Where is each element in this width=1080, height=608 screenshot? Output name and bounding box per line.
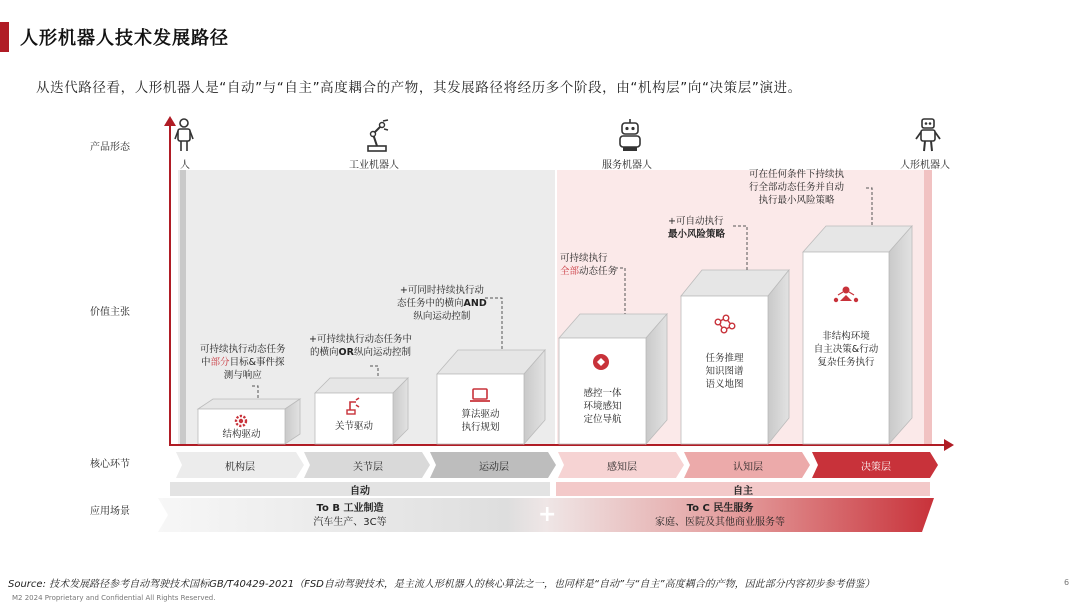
box-label-1: 结构驱动	[222, 429, 261, 440]
scene-c-desc: 家庭、医院及其他商业服务等	[655, 517, 785, 528]
annotation-5-bold: 最小风险策略	[668, 229, 726, 240]
row-label-product: 产品形态	[90, 142, 130, 153]
annotation-5-line2	[668, 228, 725, 241]
stage-box-2	[315, 378, 408, 444]
page-subtitle: 从迭代路径看，人形机器人是“自动”与“自主”高度耦合的产物，其发展路径将经历多个阶段，由“机构层”向“决策层”演进。	[36, 80, 802, 96]
annotation-2	[309, 333, 412, 359]
box-label-2: 关节驱动	[334, 421, 373, 432]
box-label-4: 感控一体 环境感知 定位导航	[583, 388, 622, 425]
annotation-2-line1: +可持续执行动态任务中	[309, 334, 412, 345]
product-label-service: 服务机器人	[602, 160, 652, 171]
annotation-1	[200, 343, 286, 382]
annotation-2-line2	[309, 346, 412, 359]
page-number: 6	[1064, 578, 1070, 587]
annotation-3-line3: 纵向运动控制	[413, 311, 471, 322]
mode-bar-autonomous-label: 自主	[733, 485, 753, 497]
annotation-4-highlight: 全部	[560, 266, 580, 277]
annotation-5-line1: +可自动执行	[668, 216, 724, 227]
row-label-scene: 应用场景	[90, 506, 130, 517]
footer-copyright: M2 2024 Proprietary and Confidential All Rights Reserved.	[12, 594, 216, 602]
annotation-4-line1: 可持续执行	[560, 253, 608, 264]
plus-icon: +	[538, 502, 557, 527]
core-stage-4: 感知层	[607, 461, 637, 473]
scene-b-title: To B 工业制造	[316, 503, 384, 514]
core-stage-1: 机构层	[225, 461, 255, 473]
box-label-6: 非结构环境 自主决策&行动 复杂任务执行	[813, 331, 879, 368]
annotation-2-post: 纵向运动控制	[353, 347, 411, 358]
annotation-3-line2	[397, 297, 487, 310]
annotation-6-line3: 执行最小风险策略	[758, 195, 835, 206]
product-label-human: 人	[180, 160, 190, 171]
annotation-6-line1: 可在任何条件下持续执	[749, 169, 845, 180]
core-stage-2: 关节层	[353, 461, 383, 473]
scene-c	[630, 502, 810, 530]
scene-c-title: To C 民生服务	[686, 503, 754, 514]
scene-b	[270, 502, 430, 530]
annotation-1-highlight: 部分	[210, 357, 230, 368]
annotation-6-line2: 行全部动态任务并自动	[749, 182, 845, 193]
annotation-1-line2	[200, 356, 286, 369]
product-label-industrial: 工业机器人	[349, 160, 399, 171]
core-stage-6: 决策层	[861, 461, 891, 473]
annotation-5	[668, 215, 725, 241]
page-title: 人形机器人技术发展路径	[20, 28, 229, 49]
annotation-4-post: 动态任务	[579, 266, 618, 277]
row-label-value: 价值主张	[90, 307, 130, 318]
product-label-humanoid: 人形机器人	[900, 160, 950, 171]
annotation-3	[397, 284, 487, 323]
annotation-3-line1: +可同时持续执行动	[399, 285, 484, 296]
annotation-3-pre: 态任务中的横向	[397, 298, 464, 309]
annotation-3-bold: AND	[463, 298, 487, 309]
annotation-4-line2	[560, 265, 617, 278]
mode-bar-auto	[170, 482, 550, 496]
annotation-1-line3: 测与响应	[223, 370, 262, 381]
core-stage-5: 认知层	[733, 461, 763, 473]
annotation-4	[560, 252, 617, 278]
scene-b-desc: 汽车生产、3C等	[313, 517, 387, 528]
mode-bar-auto-label: 自动	[350, 485, 370, 497]
annotation-6	[749, 168, 844, 207]
footer-source: Source: 技术发展路径参考自动驾驶技术国标GB/T40429-2021（FSD自动驾驶技术，是主流人形机器人的核心算法之一，也同样是“自动”与“自主”高度耦合的产物，因此部分内容初步参考借鉴）	[8, 579, 875, 590]
row-label-core: 核心环节	[90, 459, 130, 470]
annotation-2-pre: 的横向	[310, 347, 339, 358]
annotation-1-line1: 可持续执行动态任务	[200, 344, 286, 355]
annotation-2-bold: OR	[338, 347, 354, 358]
box-label-3: 算法驱动 执行规划	[461, 409, 500, 433]
brain-icon	[593, 354, 609, 370]
annotation-1-post: 目标&事件探	[229, 357, 285, 368]
core-stage-3: 运动层	[479, 461, 509, 473]
mode-bar-autonomous	[556, 482, 930, 496]
annotation-1-pre: 中	[201, 357, 211, 368]
box-label-5: 任务推理 知识图谱 语义地图	[705, 353, 744, 390]
